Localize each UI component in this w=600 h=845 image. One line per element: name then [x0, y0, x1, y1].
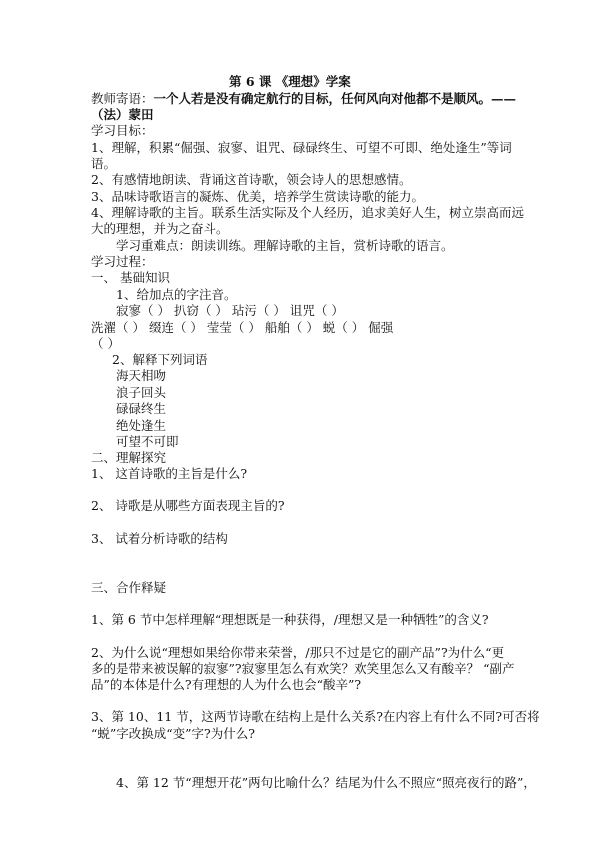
question-1-1: 1、给加点的字注音。	[116, 287, 237, 302]
question-3-2-line-a: 2、为什么说“理想如果给你带来荣誉，/那只不过是它的副产品”?为什么“更	[91, 645, 505, 660]
goals-heading: 学习目标：	[91, 123, 154, 138]
goal-3: 3、品味诗歌语言的凝炼、优美，培养学生赏读诗歌的能力。	[91, 189, 424, 204]
question-2-2: 2、 诗歌是从哪些方面表现主旨的?	[91, 498, 285, 513]
teacher-motto	[91, 91, 516, 107]
question-3-2-line-b: 多的是带来被误解的寂寥”?寂寥里怎么有欢笑？欢笑里怎么又有酸辛？ “副产	[91, 661, 515, 676]
section-3-heading: 三、合作释疑	[91, 580, 167, 595]
question-3-2-line-c: 品”的本体是什么?有理想的人为什么也会“酸辛”?	[91, 677, 362, 692]
question-3-1: 1、第 6 节中怎样理解“理想既是一种获得，/理想又是一种牺牲”的含义?	[91, 612, 489, 627]
section-2-heading: 二、理解探究	[91, 450, 167, 465]
question-1-2: 2、解释下列词语	[112, 352, 208, 367]
motto-label: 教师寄语：	[91, 91, 154, 106]
question-3-3-line-b: “蜕”字改换成“变”字?为什么?	[91, 726, 255, 741]
goal-2: 2、有感情地朗读、背诵这首诗歌，领会诗人的思想感情。	[91, 172, 412, 187]
pinyin-row-2: 洗濯（ ） 缀连（ ） 莹莹（ ） 船舶（ ） 蜕（ ） 倔强	[91, 320, 394, 335]
motto-text: 一个人若是没有确定航行的目标，任何风向对他都不是顺风。——	[153, 91, 517, 106]
goal-4-line-b: 大的理想，并为之奋斗。	[91, 221, 229, 236]
word-3: 碌碌终生	[116, 401, 167, 416]
key-points: 学习重难点：朗读训练。理解诗歌的主旨，赏析诗歌的语言。	[116, 238, 454, 253]
question-2-1: 1、 这首诗歌的主旨是什么?	[91, 466, 248, 481]
pinyin-row-1: 寂寥（ ） 扒窃（ ） 玷污（ ） 诅咒（ ）	[116, 303, 344, 318]
word-2: 浪子回头	[116, 385, 167, 400]
page-title: 第 6 课 《理想》学案	[229, 74, 351, 89]
goal-1-line-a: 1、理解，积累“倔强、寂寥、诅咒、碌碌终生、可望不可即、绝处逢生”等词	[91, 140, 512, 155]
motto-author: （法）蒙田	[91, 107, 154, 122]
question-3-4: 4、第 12 节“理想开花”两句比喻什么？结尾为什么不照应“照亮夜行的路”，	[116, 775, 536, 790]
goal-4-line-a: 4、理解诗歌的主旨。联系生活实际及个人经历，追求美好人生，树立崇高而远	[91, 205, 524, 220]
word-1: 海天相吻	[116, 368, 167, 383]
process-heading: 学习过程：	[91, 254, 154, 269]
question-2-3: 3、 试着分析诗歌的结构	[91, 531, 228, 546]
pinyin-row-3: （ ）	[91, 336, 120, 351]
goal-1-line-b: 语。	[91, 156, 117, 171]
word-5: 可望不可即	[116, 434, 179, 449]
question-3-3-line-a: 3、第 10、11 节，这两节诗歌在结构上是什么关系?在内容上有什么不同?可否将	[91, 709, 540, 724]
section-1-heading: 一、 基础知识	[91, 270, 170, 285]
word-4: 绝处逢生	[116, 418, 167, 433]
